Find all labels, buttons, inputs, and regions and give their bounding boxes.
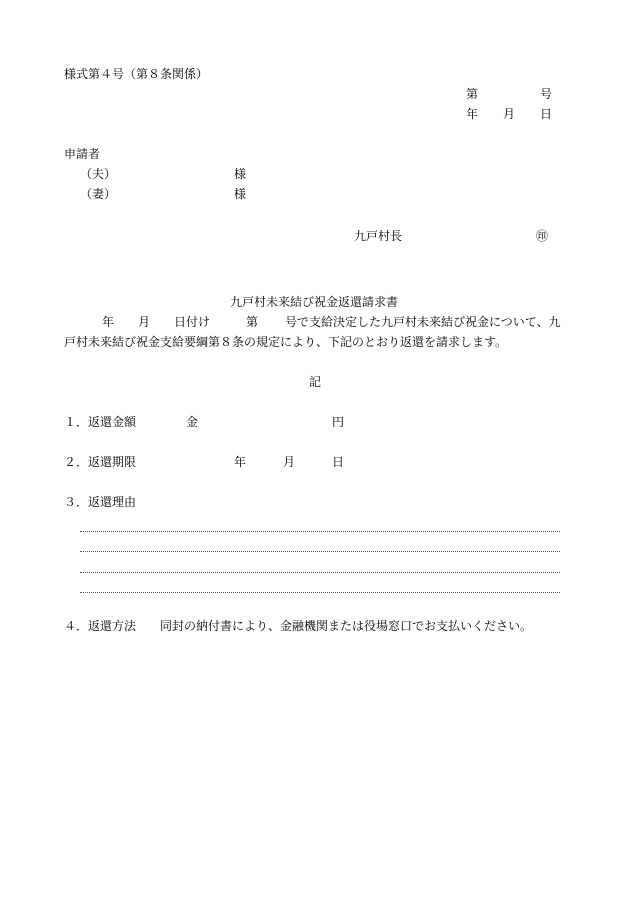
reason-dotted-line xyxy=(80,572,560,573)
item-amount-unit: 円 xyxy=(332,415,345,429)
item-method-number: ４． xyxy=(64,619,89,633)
item-deadline-label: 返還期限 xyxy=(88,455,137,469)
reason-dotted-line xyxy=(80,551,560,552)
body-year: 年 xyxy=(102,315,115,329)
doc-date-day: 日 xyxy=(540,107,553,121)
item-reason-label: 返還理由 xyxy=(88,495,137,509)
applicant-husband-honorific: 様 xyxy=(234,167,247,181)
item-method-text: 同封の納付書により、金融機関または役場窓口でお支払いください。 xyxy=(160,619,533,633)
document-title: 九戸村未来結び祝金返還請求書 xyxy=(230,295,399,309)
ki-mark: 記 xyxy=(309,375,322,389)
body-line1-text: 号で支給決定した九戸村未来結び祝金について、九 xyxy=(285,315,561,329)
body-no: 第 xyxy=(246,315,259,329)
item-deadline-day: 日 xyxy=(332,455,345,469)
issuer-name: 九戸村長 xyxy=(354,229,403,243)
form-label: 様式第４号（第８条関係） xyxy=(64,67,209,81)
item-method-label: 返還方法 xyxy=(88,619,137,633)
body-day: 日付け xyxy=(174,315,211,329)
reason-dotted-line xyxy=(80,592,560,593)
body-month: 月 xyxy=(138,315,151,329)
body-line2-text: 戸村未来結び祝金支給要綱第８条の規定により、下記のとおり返還を請求します。 xyxy=(64,335,508,349)
doc-date-year: 年 xyxy=(466,107,479,121)
doc-number-suffix: 号 xyxy=(540,87,553,101)
item-amount-label: 返還金額 xyxy=(88,415,137,429)
applicant-husband: （夫） xyxy=(80,167,117,181)
doc-date-month: 月 xyxy=(503,107,516,121)
applicant-label: 申請者 xyxy=(64,147,101,161)
item-deadline-month: 月 xyxy=(283,455,296,469)
item-amount-number: １． xyxy=(64,415,89,429)
applicant-wife-honorific: 様 xyxy=(234,187,247,201)
applicant-wife: （妻） xyxy=(80,187,117,201)
item-amount-prefix: 金 xyxy=(186,415,199,429)
item-deadline-year: 年 xyxy=(234,455,247,469)
reason-dotted-line xyxy=(80,531,560,532)
doc-number-prefix: 第 xyxy=(466,87,479,101)
item-reason-number: ３． xyxy=(64,495,89,509)
seal-mark: ㊞ xyxy=(536,229,549,243)
item-deadline-number: ２． xyxy=(64,455,89,469)
